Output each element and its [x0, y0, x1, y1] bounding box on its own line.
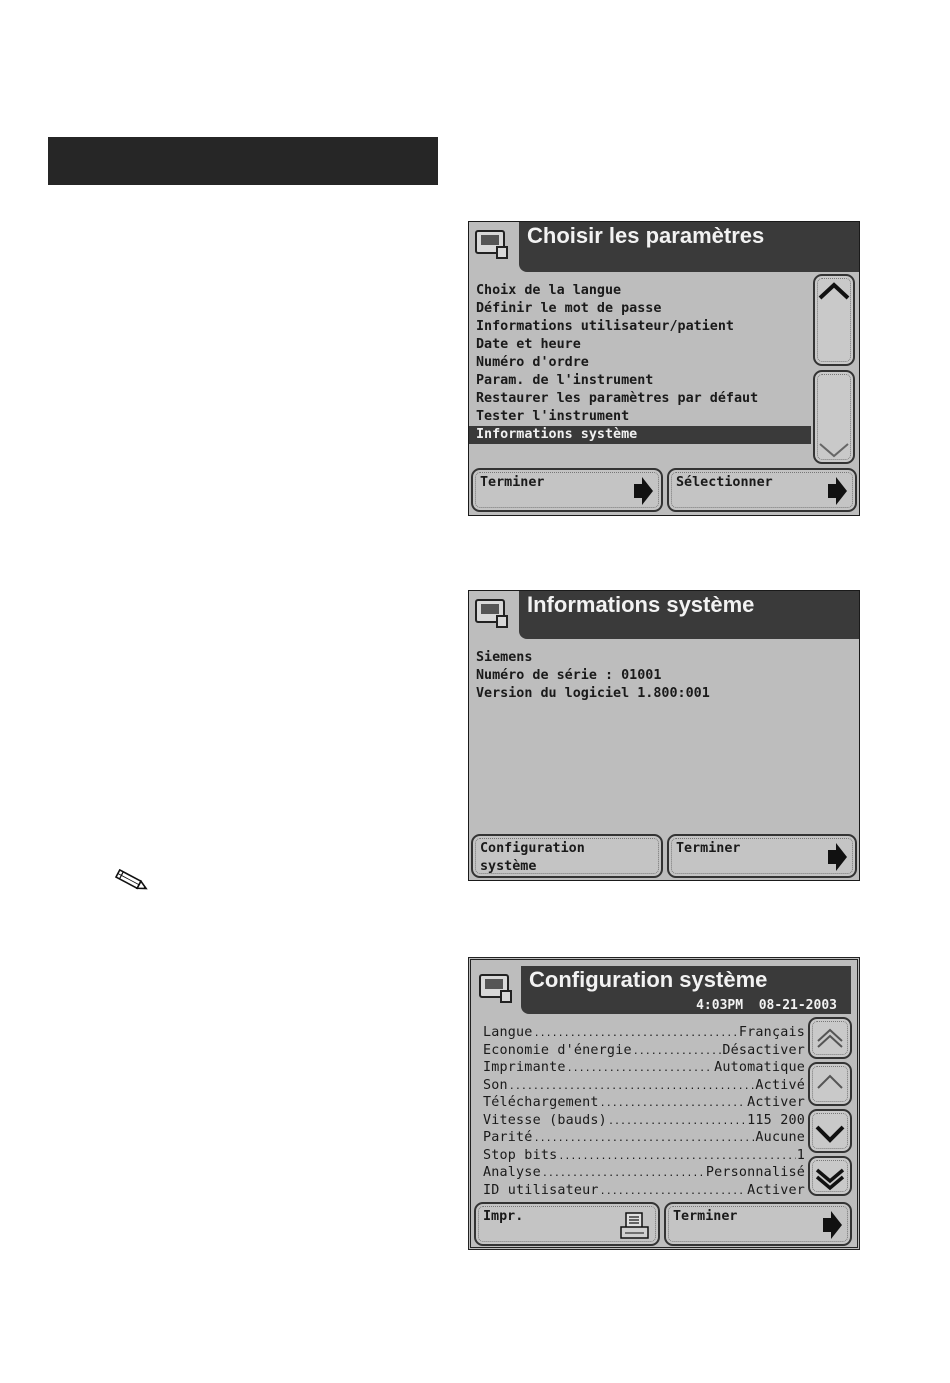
menu-item-instrument-settings[interactable]: Param. de l'instrument [476, 373, 654, 388]
scroll-down-button[interactable] [813, 370, 855, 464]
arrow-right-icon [821, 1210, 843, 1240]
scroll-up-button[interactable] [813, 274, 855, 366]
setting-row-user-id[interactable] [483, 1182, 805, 1200]
setting-value: 115 200 [747, 1112, 805, 1128]
monitor-icon [475, 599, 509, 629]
menu-item-password[interactable]: Définir le mot de passe [476, 301, 662, 316]
finish-button[interactable] [664, 1202, 852, 1246]
setting-label: Son [483, 1077, 508, 1093]
scroll-down-icon [810, 1111, 850, 1151]
manufacturer-text: Siemens [476, 650, 533, 665]
setting-label: ID utilisateur [483, 1182, 599, 1198]
scroll-down-icon [815, 438, 853, 460]
section-header-bar [48, 137, 438, 185]
setting-label: Economie d'énergie [483, 1042, 632, 1058]
monitor-icon [479, 974, 513, 1004]
arrow-right-icon [826, 476, 848, 506]
screen-title: Choisir les paramètres [527, 223, 765, 248]
setting-value: Désactiver [722, 1042, 805, 1058]
screen-title: Configuration système [529, 967, 768, 992]
title-bar [521, 966, 851, 1014]
setting-row-printer[interactable] [483, 1059, 805, 1077]
scroll-up-icon [810, 1064, 850, 1104]
scroll-down-button[interactable] [808, 1109, 852, 1153]
setting-label: Vitesse (bauds) [483, 1112, 607, 1128]
settings-list [483, 1024, 805, 1199]
title-bar [519, 222, 859, 272]
screen-title: Informations système [527, 592, 755, 617]
system-info-lines [476, 649, 710, 703]
setting-row-power-saving[interactable] [483, 1042, 805, 1060]
date-time [696, 998, 837, 1013]
setting-label: Téléchargement [483, 1095, 599, 1110]
menu-item-date-time[interactable]: Date et heure [476, 337, 581, 352]
page-down-icon [810, 1158, 850, 1194]
page-up-button[interactable] [808, 1017, 852, 1059]
clock-date: 08-21-2003 [758, 998, 837, 1013]
screen-choose-parameters [468, 221, 860, 516]
setting-value: Activer [747, 1095, 805, 1110]
arrow-right-icon [826, 842, 848, 872]
setting-value: Français [738, 1025, 805, 1040]
setting-label: Parité [483, 1130, 533, 1145]
arrow-right-icon [632, 476, 654, 506]
setting-row-analysis[interactable] [483, 1164, 805, 1182]
clock-time: 4:03PM [696, 998, 744, 1013]
setting-value: Automatique [714, 1060, 805, 1075]
setting-row-parity[interactable] [483, 1129, 805, 1147]
setting-value: Personnalisé [705, 1165, 805, 1180]
select-button-label: Sélectionner [676, 475, 773, 490]
print-button-label: Impr. [483, 1209, 524, 1224]
system-configuration-button[interactable] [471, 834, 663, 878]
setting-row-download[interactable] [483, 1094, 805, 1112]
screen-system-configuration [468, 957, 860, 1250]
menu-item-restore-defaults[interactable]: Restaurer les paramètres par défaut [476, 391, 759, 406]
system-configuration-label-line2: système [480, 859, 537, 874]
menu-item-test-instrument[interactable]: Tester l'instrument [476, 409, 630, 424]
menu-item-user-patient-info[interactable]: Informations utilisateur/patient [476, 319, 734, 334]
scroll-up-button[interactable] [808, 1062, 852, 1106]
setting-value: 1 [796, 1147, 805, 1163]
screen-system-info [468, 590, 860, 881]
finish-button-label: Terminer [480, 475, 545, 490]
setting-row-sound[interactable] [483, 1077, 805, 1095]
title-bar [519, 591, 859, 639]
select-button[interactable] [667, 468, 857, 512]
pencil-note-icon [112, 868, 152, 894]
page-down-button[interactable] [808, 1156, 852, 1196]
setting-label: Stop bits [483, 1147, 558, 1163]
serial-number-text: Numéro de série : 01001 [476, 668, 662, 683]
setting-value: Aucune [755, 1130, 805, 1145]
print-button[interactable] [474, 1202, 660, 1246]
setting-value: Activer [747, 1182, 805, 1198]
setting-row-stop-bits[interactable] [483, 1147, 805, 1165]
menu-item-system-info[interactable]: Informations système [469, 426, 811, 444]
setting-label: Analyse [483, 1165, 541, 1180]
setting-label: Imprimante [483, 1060, 566, 1075]
menu-item-sequence-number[interactable]: Numéro d'ordre [476, 355, 589, 370]
printer-icon [620, 1212, 650, 1240]
software-version-text: Version du logiciel 1.800:001 [476, 686, 710, 701]
finish-button-label: Terminer [673, 1209, 738, 1224]
system-configuration-label-line1: Configuration [480, 841, 585, 856]
monitor-icon [475, 230, 509, 260]
setting-row-baud-rate[interactable] [483, 1112, 805, 1130]
finish-button[interactable] [667, 834, 857, 878]
finish-button-label: Terminer [676, 841, 741, 856]
scroll-up-icon [815, 280, 853, 302]
menu-item-language[interactable]: Choix de la langue [476, 283, 622, 298]
settings-menu [469, 282, 811, 444]
page-up-icon [810, 1019, 850, 1057]
setting-row-language[interactable] [483, 1024, 805, 1042]
finish-button[interactable] [471, 468, 663, 512]
setting-value: Activé [755, 1077, 805, 1093]
setting-label: Langue [483, 1025, 533, 1040]
